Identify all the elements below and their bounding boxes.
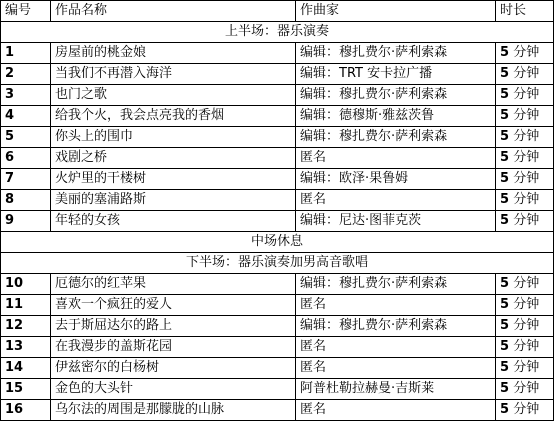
piece-number: 16 [1, 400, 51, 421]
duration-number: 5 [500, 108, 510, 123]
piece-title: 给我个火，我会点亮我的香烟 [51, 106, 296, 127]
table-row [1, 211, 554, 232]
piece-composer: 匿名 [296, 337, 496, 358]
duration-unit: 分钟 [513, 45, 540, 60]
piece-number: 4 [1, 106, 51, 127]
header-row [1, 1, 554, 22]
table-row [1, 400, 554, 421]
piece-duration [496, 211, 554, 232]
table-row [1, 316, 554, 337]
duration-number: 5 [500, 402, 510, 417]
piece-composer: 编辑：穆扎费尔·萨利索森 [296, 43, 496, 64]
piece-duration [496, 85, 554, 106]
piece-duration [496, 64, 554, 85]
piece-composer: 编辑：TRT 安卡拉广播 [296, 64, 496, 85]
piece-composer: 匿名 [296, 295, 496, 316]
duration-unit: 分钟 [513, 276, 540, 291]
piece-title: 去于斯屈达尔的路上 [51, 316, 296, 337]
duration-unit: 分钟 [513, 108, 540, 123]
program-table-body [1, 1, 554, 421]
table-row [1, 337, 554, 358]
piece-title: 当我们不再潜入海洋 [51, 64, 296, 85]
section-first-half: 上半场：器乐演奏 [1, 22, 554, 43]
duration-number: 5 [500, 381, 510, 396]
duration-number: 5 [500, 276, 510, 291]
piece-number: 13 [1, 337, 51, 358]
section-row-intermission [1, 232, 554, 253]
piece-duration [496, 106, 554, 127]
piece-composer: 匿名 [296, 190, 496, 211]
duration-unit: 分钟 [513, 402, 540, 417]
table-row [1, 148, 554, 169]
duration-number: 5 [500, 129, 510, 144]
piece-duration [496, 43, 554, 64]
piece-number: 2 [1, 64, 51, 85]
piece-title: 乌尔法的周围是那朦胧的山脉 [51, 400, 296, 421]
table-row [1, 43, 554, 64]
piece-duration [496, 190, 554, 211]
duration-unit: 分钟 [513, 297, 540, 312]
piece-number: 9 [1, 211, 51, 232]
table-row [1, 64, 554, 85]
duration-number: 5 [500, 45, 510, 60]
piece-title: 伊兹密尔的白杨树 [51, 358, 296, 379]
piece-title: 戏剧之桥 [51, 148, 296, 169]
piece-number: 10 [1, 274, 51, 295]
duration-unit: 分钟 [513, 213, 540, 228]
piece-title: 也门之歌 [51, 85, 296, 106]
piece-duration [496, 148, 554, 169]
duration-number: 5 [500, 318, 510, 333]
piece-number: 7 [1, 169, 51, 190]
piece-number: 15 [1, 379, 51, 400]
piece-number: 5 [1, 127, 51, 148]
duration-number: 5 [500, 66, 510, 81]
piece-composer: 阿普杜勒拉赫曼·吉斯莱 [296, 379, 496, 400]
piece-title: 你头上的围巾 [51, 127, 296, 148]
duration-unit: 分钟 [513, 192, 540, 207]
table-row [1, 85, 554, 106]
piece-title: 金色的大头针 [51, 379, 296, 400]
piece-composer: 编辑：欧泽·果鲁姆 [296, 169, 496, 190]
piece-number: 1 [1, 43, 51, 64]
header-duration: 时长 [496, 1, 554, 22]
duration-number: 5 [500, 150, 510, 165]
duration-unit: 分钟 [513, 318, 540, 333]
header-composer: 作曲家 [296, 1, 496, 22]
piece-composer: 编辑：穆扎费尔·萨利索森 [296, 316, 496, 337]
piece-composer: 编辑：尼达·图菲克茨 [296, 211, 496, 232]
piece-number: 3 [1, 85, 51, 106]
duration-unit: 分钟 [513, 87, 540, 102]
section-row-first-half [1, 22, 554, 43]
piece-duration [496, 274, 554, 295]
piece-number: 6 [1, 148, 51, 169]
duration-number: 5 [500, 192, 510, 207]
table-row [1, 379, 554, 400]
duration-unit: 分钟 [513, 360, 540, 375]
piece-duration [496, 358, 554, 379]
piece-number: 14 [1, 358, 51, 379]
piece-number: 8 [1, 190, 51, 211]
table-row [1, 127, 554, 148]
piece-composer: 匿名 [296, 358, 496, 379]
duration-unit: 分钟 [513, 381, 540, 396]
piece-title: 厄德尔的红苹果 [51, 274, 296, 295]
table-row [1, 106, 554, 127]
piece-duration [496, 400, 554, 421]
header-number: 编号 [1, 1, 51, 22]
duration-unit: 分钟 [513, 339, 540, 354]
piece-title: 喜欢一个疯狂的爱人 [51, 295, 296, 316]
header-title: 作品名称 [51, 1, 296, 22]
piece-title: 在我漫步的盖斯花园 [51, 337, 296, 358]
duration-number: 5 [500, 171, 510, 186]
section-second-half: 下半场：器乐演奏加男高音歌唱 [1, 253, 554, 274]
duration-number: 5 [500, 297, 510, 312]
duration-number: 5 [500, 87, 510, 102]
section-row-second-half [1, 253, 554, 274]
piece-composer: 编辑：穆扎费尔·萨利索森 [296, 274, 496, 295]
section-intermission: 中场休息 [1, 232, 554, 253]
piece-title: 年轻的女孩 [51, 211, 296, 232]
piece-duration [496, 379, 554, 400]
duration-number: 5 [500, 213, 510, 228]
duration-number: 5 [500, 360, 510, 375]
table-row [1, 358, 554, 379]
table-row [1, 190, 554, 211]
piece-composer: 编辑：穆扎费尔·萨利索森 [296, 127, 496, 148]
duration-unit: 分钟 [513, 171, 540, 186]
piece-duration [496, 337, 554, 358]
table-row [1, 274, 554, 295]
piece-title: 火炉里的干楼树 [51, 169, 296, 190]
piece-number: 11 [1, 295, 51, 316]
piece-duration [496, 127, 554, 148]
piece-duration [496, 295, 554, 316]
duration-unit: 分钟 [513, 129, 540, 144]
piece-composer: 匿名 [296, 400, 496, 421]
piece-composer: 编辑：德穆斯·雅兹茨鲁 [296, 106, 496, 127]
piece-title: 房屋前的桃金娘 [51, 43, 296, 64]
piece-number: 12 [1, 316, 51, 337]
piece-composer: 匿名 [296, 148, 496, 169]
duration-unit: 分钟 [513, 66, 540, 81]
table-row [1, 169, 554, 190]
piece-composer: 编辑：穆扎费尔·萨利索森 [296, 85, 496, 106]
piece-title: 美丽的塞浦路斯 [51, 190, 296, 211]
piece-duration [496, 316, 554, 337]
piece-duration [496, 169, 554, 190]
duration-number: 5 [500, 339, 510, 354]
table-row [1, 295, 554, 316]
duration-unit: 分钟 [513, 150, 540, 165]
